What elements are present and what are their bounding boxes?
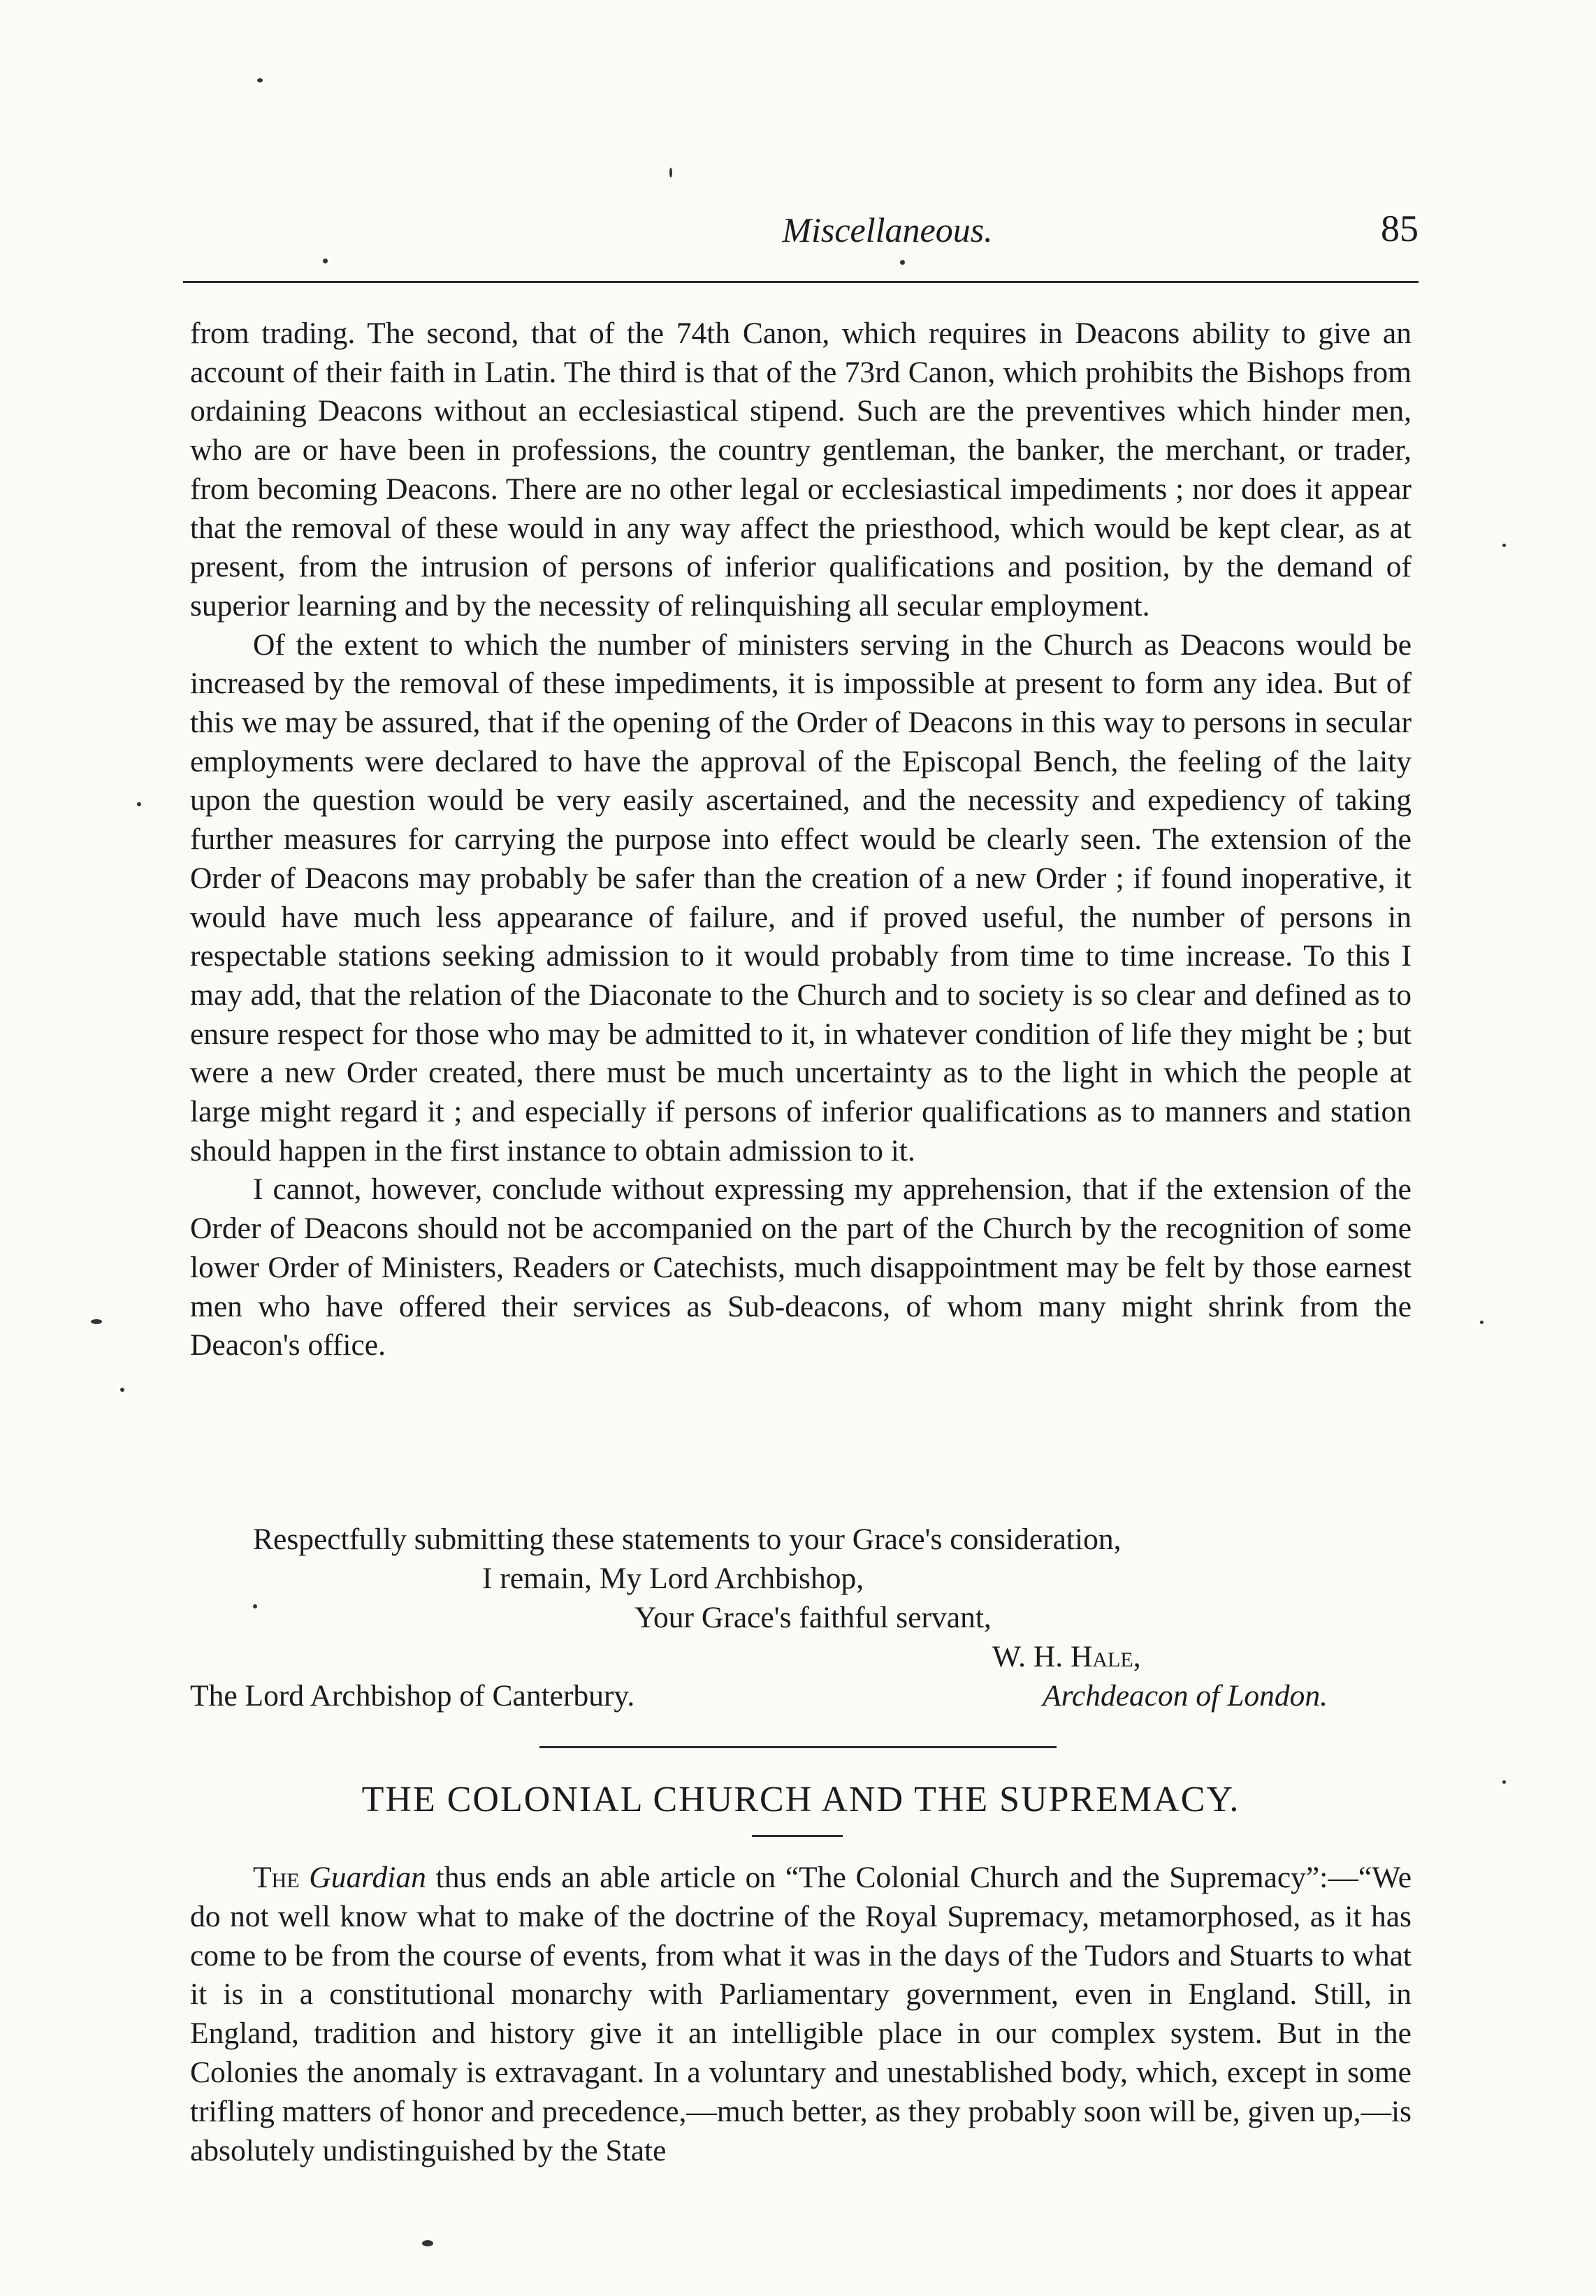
- title-rule: [752, 1835, 843, 1837]
- lead-word: The: [253, 1861, 300, 1894]
- signatory-title: Archdeacon of London.: [1043, 1679, 1328, 1713]
- print-speck: [257, 78, 263, 82]
- section-paragraph-text: thus ends an able article on “The Colonial Church and the Supremacy”:—“We do not well know what to make of the doctrine of the Royal Supremacy, metamorphosed, as it has come to be from the course of events, from what it was in the days of the Tudors and Stuarts to what it is in a constitutional monarchy with Parliamentary government, even in England. Still, in England, tradition and history give it an intelligible place in our complex system. But in the Colonies the anomaly is extravagant. In a voluntary and unestablished body, which, except in some trifling matters of honor and precedence,—much better, as they probably soon will be, given up,—is absolutely undistinguished by the State: [190, 1861, 1412, 2167]
- print-speck: [137, 802, 141, 806]
- print-speck: [669, 168, 672, 177]
- section-divider: [539, 1746, 1057, 1748]
- header-rule: [183, 281, 1419, 283]
- print-speck: [253, 1604, 257, 1608]
- section-paragraph: [190, 1859, 1412, 2170]
- closing-line: Respectfully submitting these statements to your Grace's consideration,: [253, 1523, 1122, 1556]
- letter-body: [190, 314, 1412, 1365]
- print-speck: [91, 1319, 102, 1324]
- closing-servant: Your Grace's faithful servant,: [634, 1601, 992, 1634]
- page-number: 85: [1381, 208, 1419, 249]
- print-speck: [323, 259, 328, 263]
- print-speck: [1502, 1780, 1506, 1784]
- letter-paragraph-2: Of the extent to which the number of ministers serving in the Church as Deacons would be increased by the removal of these impediments, it is impossible at present to form any idea. But of this we may be assured, that if the opening of the Order of Deacons in this way to persons in secular employments were declared to have the approval of the Episcopal Bench, the feeling of the laity upon the question would be very easily ascertained, and the necessity and expediency of taking further measures for carrying the purpose into effect would be clearly seen. The extension of the Order of Deacons may probably be safer than the creation of a new Order ; if found inoperative, it would have much less appearance of failure, and if proved useful, the number of persons in respectable stations seeking admission to it would probably from time to time increase. To this I may add, that the relation of the Diaconate to the Church and to society is so clear and defined as to ensure respect for those who may be admitted to it, in whatever condition of life they might be ; but were a new Order created, there must be much uncertainty as to the light in which the people at large might regard it ; and especially if persons of inferior qualifications as to manners and station should happen in the first instance to obtain admission to it.: [190, 627, 1412, 1168]
- publication-name: Guardian: [309, 1861, 426, 1894]
- print-speck: [422, 2240, 433, 2246]
- signature-name: W. H. Hale,: [992, 1640, 1141, 1673]
- print-speck: [1502, 544, 1506, 547]
- print-speck: [900, 260, 905, 265]
- section-body: [190, 1859, 1412, 2170]
- addressee: The Lord Archbishop of Canterbury.: [190, 1679, 635, 1713]
- page-header: [189, 204, 1419, 260]
- letter-paragraph-1: from trading. The second, that of the 74th Canon, which requires in Deacons ability to give an account of their faith in Latin. The third is that of the 73rd Canon, which prohibits the Bishops from ordaining Deacons without an ecclesiastical stipend. Such are the preventives which hinder men, who are or have been in professions, the country gentleman, the banker, the merchant, or trader, from becoming Deacons. There are no other legal or ecclesiastical impediments ; nor does it appear that the removal of these would in any way affect the priesthood, which would be kept clear, as at present, from the intrusion of persons of inferior qualifications and position, by the demand of superior learning and by the necessity of relinquishing all secular employment.: [190, 317, 1412, 623]
- closing-remain: I remain, My Lord Archbishop,: [482, 1562, 864, 1595]
- section-title: THE COLONIAL CHURCH AND THE SUPREMACY.: [361, 1780, 1240, 1819]
- letter-paragraph-3: I cannot, however, conclude without expressing my apprehension, that if the extension of the Order of Deacons should not be accompanied on the part of the Church by the recognition of some lower Order of Ministers, Readers or Catechists, much disappointment may be felt by those earnest men who have offered their services as Sub-deacons, of whom many might shrink from the Deacon's office.: [190, 1172, 1412, 1363]
- running-title: Miscellaneous.: [782, 210, 993, 249]
- print-speck: [120, 1388, 124, 1392]
- print-speck: [1480, 1321, 1483, 1324]
